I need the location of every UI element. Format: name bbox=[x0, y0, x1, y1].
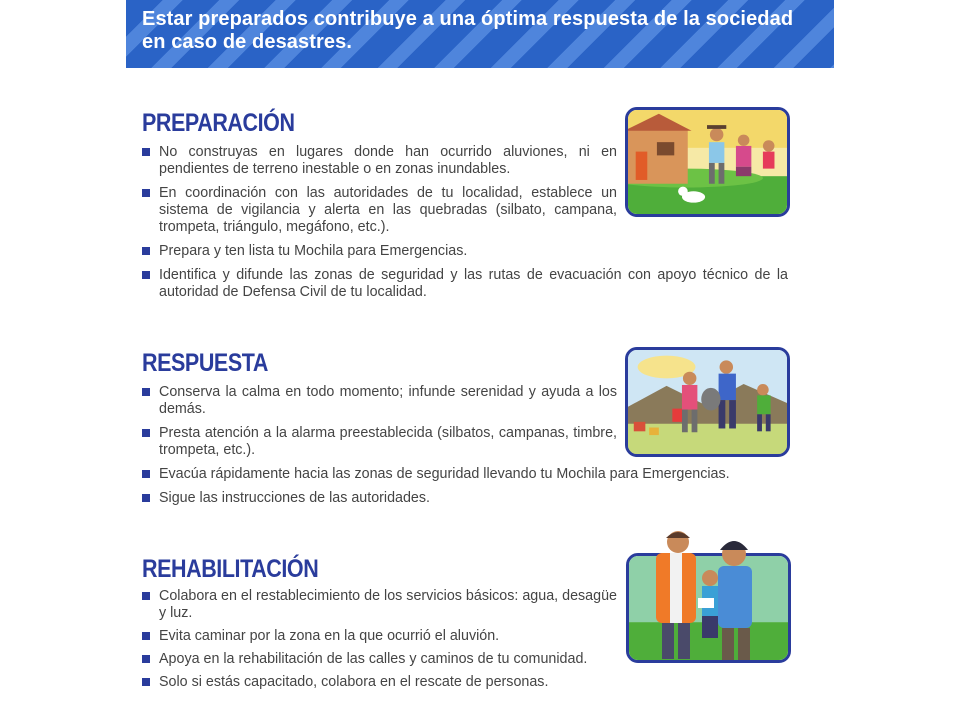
list-item-text: Sigue las instrucciones de las autoridades. bbox=[159, 490, 431, 506]
list-item bbox=[142, 588, 617, 622]
list-item bbox=[142, 185, 617, 236]
bullet-square-icon bbox=[142, 271, 150, 279]
bullet-square-icon bbox=[142, 678, 150, 686]
list-item bbox=[142, 466, 788, 483]
illustration-family-house bbox=[625, 107, 790, 217]
list-item-text: En coordinación con las autoridades de tu localidad, establece un sistema de vigilancia y alerta en las quebradas (silbato, campana, trompeta, triángulo, megáfono, etc.). bbox=[159, 185, 617, 235]
banner-title-line2: en caso de desastres. bbox=[142, 31, 352, 53]
list-item bbox=[142, 243, 788, 260]
bullet-square-icon bbox=[142, 388, 150, 396]
list-item-text: Conserva la calma en todo momento; infunde serenidad y ayuda a los demás. bbox=[159, 384, 617, 417]
list-item-text: Evita caminar por la zona en la que ocurrió el aluvión. bbox=[159, 628, 500, 644]
bullet-square-icon bbox=[142, 247, 150, 255]
list-item bbox=[142, 490, 788, 507]
list-item bbox=[142, 144, 617, 178]
list-item-text: Solo si estás capacitado, colabora en el rescate de personas. bbox=[159, 674, 549, 690]
section-heading: REHABILITACIÓN bbox=[142, 555, 319, 583]
list-item bbox=[142, 384, 617, 418]
list-item-text: Presta atención a la alarma preestablecida (silbatos, campanas, timbre, trompeta, etc.). bbox=[159, 425, 617, 458]
illustration-rehabilitation bbox=[626, 528, 791, 664]
bullet-square-icon bbox=[142, 429, 150, 437]
bullet-square-icon bbox=[142, 148, 150, 156]
banner-title-line1: Estar preparados contribuye a una óptima respuesta de la sociedad bbox=[142, 8, 794, 30]
list-item bbox=[142, 267, 788, 301]
list-item bbox=[142, 425, 617, 459]
bullet-square-icon bbox=[142, 592, 150, 600]
list-item bbox=[142, 674, 788, 691]
bullet-square-icon bbox=[142, 655, 150, 663]
bullet-square-icon bbox=[142, 494, 150, 502]
section-heading: RESPUESTA bbox=[142, 349, 268, 377]
header-banner bbox=[126, 0, 834, 68]
list-item-text: Prepara y ten lista tu Mochila para Emergencias. bbox=[159, 243, 468, 259]
list-item-text: Apoya en la rehabilitación de las calles y caminos de tu comunidad. bbox=[159, 651, 588, 667]
section-heading: PREPARACIÓN bbox=[142, 109, 295, 137]
bullet-square-icon bbox=[142, 632, 150, 640]
bullet-square-icon bbox=[142, 189, 150, 197]
list-item-text: Colabora en el restablecimiento de los servicios básicos: agua, desagüe y luz. bbox=[159, 588, 617, 621]
list-item-text: No construyas en lugares donde han ocurrido aluviones, ni en pendientes de terreno inestable o en zonas inundables. bbox=[159, 144, 617, 177]
bullet-square-icon bbox=[142, 470, 150, 478]
list-item-text: Evacúa rápidamente hacia las zonas de seguridad llevando tu Mochila para Emergencias. bbox=[159, 466, 730, 482]
list-item-text: Identifica y difunde las zonas de seguridad y las rutas de evacuación con apoyo técnico de la autoridad de Defensa Civil de tu localidad. bbox=[159, 267, 788, 300]
illustration-evacuation bbox=[625, 347, 790, 457]
